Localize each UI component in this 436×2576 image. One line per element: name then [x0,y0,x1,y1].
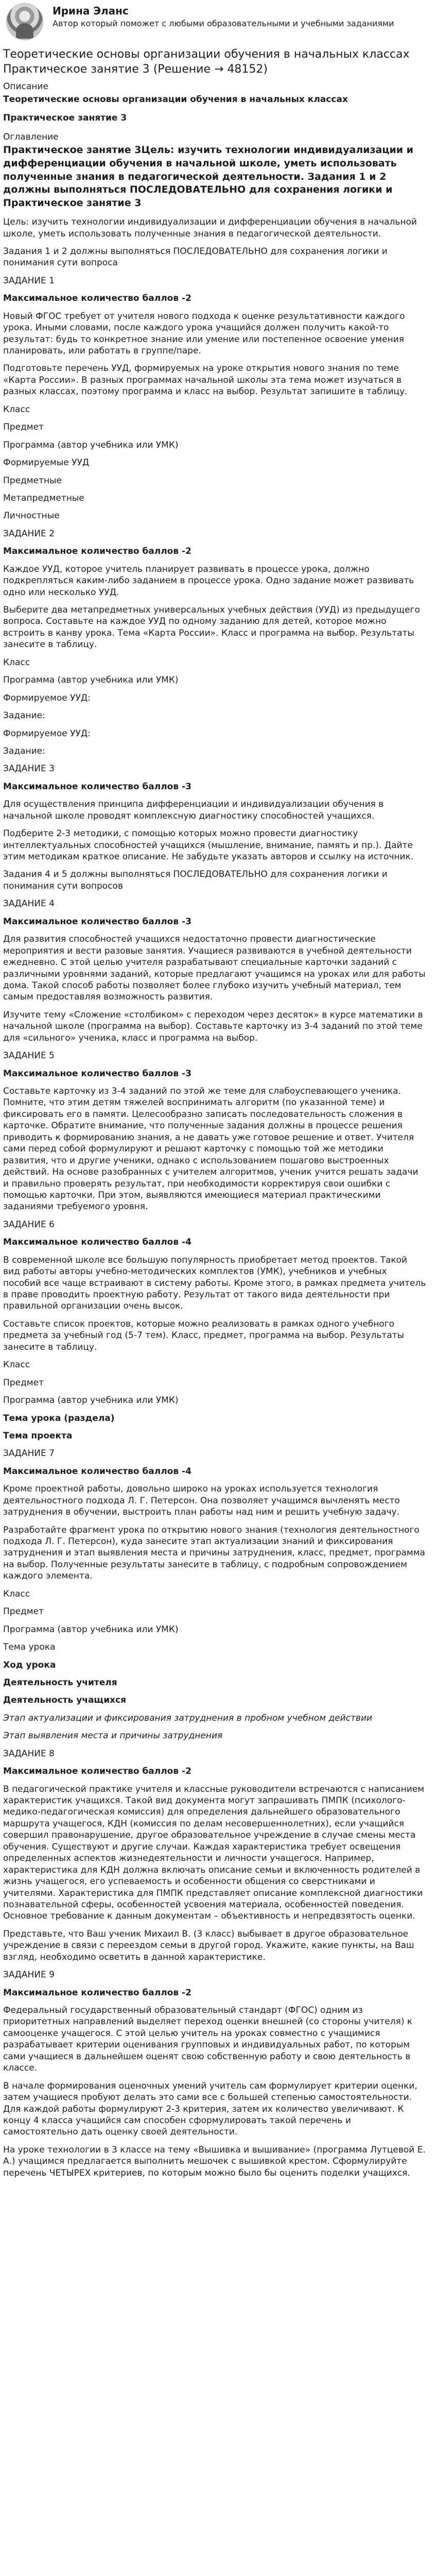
author-name[interactable]: Ирина Эланс [53,5,129,17]
bold-heading: Максимальное количество баллов -4 [3,1237,191,1248]
author-info [53,3,394,29]
text-line: Формируемое УУД: [3,692,91,703]
text-line: Программа (автор учебника или УМК) [3,675,179,686]
paragraph: Разработайте фрагмент урока по открытию нового знания (технология деятельностного подхода Л. Г. Петерсон), куда занесите этап актуализации знаний и фиксирования затруднения и этап выявления места и причины затруднения, класс, предмет, программа на выбор. Полученные результаты занесите в таблицу, с подробным сопровождением каждого элемента. [3,1524,425,1582]
paragraph: Подготовьте перечень УУД, формируемых на уроке открытия нового знания по теме «Карта России». В разных программах начальной школы эта тема может изучаться в разных классах, поэтому программа и класс на выбор. Результат запишите в таблицу. [3,363,408,397]
bold-heading: Тема урока (раздела) [3,1413,115,1423]
text-line: ЗАДАНИЕ 4 [3,899,55,909]
description-label: Описание [3,81,48,92]
paragraph: Каждое УУД, которое учитель планирует развивать в процессе урока, должно подкрепляться каким-либо заданием в процессе урока. Одно задание может развивать одно или несколько УУД. [3,564,414,598]
avatar[interactable] [6,3,43,40]
italic-line: Этап актуализации и фиксирования затруднения в пробном учебном действии [3,1713,373,1723]
text-line: Формируемые УУД [3,457,90,468]
text-line: Программа (автор учебника или УМК) [3,439,179,450]
lesson-label: Практическое занятие 3 [3,113,127,124]
bold-heading: Тема проекта [3,1430,73,1441]
text-line: ЗАДАНИЕ 2 [3,528,55,539]
text-line: Класс [3,1360,30,1370]
paragraph: Цель: изучить технологии индивидуализации и дифференциации обучения в начальной школе, уметь использовать полученные знания в педагогической деятельности. [3,217,417,239]
paragraph: Изучите тему «Сложение «столбиком» с переходом через десяток» в курсе математики в начальной школе (программа на выбор). Составьте карточку из 3-4 заданий по этой теме для «сильного» ученика, класс и программа на выбор. [3,1009,423,1043]
bold-heading: Ход урока [3,1659,56,1670]
paragraph: Кроме проектной работы, довольно широко на уроках используется технология деятельностного подхода Л. Г. Петерсон. Она позволяет учащимся вычленять место затруднения в обучении, выстроить план работы над ним и решить учебную задачу. [3,1484,400,1518]
italic-line: Этап выявления места и причины затруднения [3,1731,223,1741]
text-line: ЗАДАНИЕ 7 [3,1448,55,1459]
document-body [3,216,427,2179]
author-card[interactable] [3,0,427,43]
paragraph: Выберите два метапредметных универсальных учебных действия (УУД) из предыдущего вопроса. Составьте на каждое УУД по одному заданию для детей, которое можно встроить в канву урока. Тема «Карта России». Класс и программа на выбор. Результаты занесите в таблицу. [3,605,420,650]
text-line: Программа (автор учебника или УМК) [3,1624,179,1635]
paragraph: Задания 4 и 5 должны выполняться ПОСЛЕДОВАТЕЛЬНО для сохранения логики и понимания сути вопросов [3,869,388,891]
text-line: Предмет [3,1377,44,1388]
bold-heading: Максимальное количество баллов -3 [3,916,191,927]
paragraph: Федеральный государственный образовательный стандарт (ФГОС) одним из приоритетных направлений выделяет переход оценки внешней (со стороны учителя) к самооценке учащегося. С этой целью учитель на уроках совместно с учащимися разрабатывает критерии оценивания групповых и индивидуальных работ, по которым сами учащиеся в дальнейшем оценят свою собственную работу и свою деятельность в классе. [3,2005,413,2074]
paragraph: В современной школе все большую популярность приобретает метод проектов. Такой вид работы авторы учебно-методических комплектов (УМК), учебников и учебных пособий все чаще встраивают в систему работы. Кроме этого, в рамках предмета учитель в праве проводить проектную работу. Результат от такого вида деятельности при правильной организации очень высок. [3,1255,426,1312]
paragraph: Составьте карточку из 3-4 заданий по этой же теме для слабоуспевающего ученика. Помните, что этим детям тяжелей воспринимать алгоритм (по указанной теме) и фиксировать его в памяти. Целесообразно записать последовательность сложения в карточке. Обратите внимание, что полученные задания должны в процессе решения приводить к формированию знания, а не давать уже готовое решение и ответ. Учителя сами перед собой формулируют и решают карточку с помощью той же методики развития, что и другие ученики, однако с использованием пошагово выстроенных действий. На основе разобранных с учителем алгоритмов, ученик учится решать задачи и правильно проверять результат, при необходимости корректируя свои ошибки с помощью карточки. При этом, выявляются имеющиеся материал практическими заданиями требуемого уровня. [3,1086,418,1212]
text-line: ЗАДАНИЕ 8 [3,1748,55,1759]
bold-heading: Максимальное количество баллов -4 [3,1466,191,1477]
paragraph: Подберите 2-3 методики, с помощью которых можно провести диагностику интеллектуальных способностей учащихся (мышление, внимание, память и пр.). Дайте этим методикам краткое описание. Не забудьте указать авторов и ссылку на источник. [3,828,414,862]
paragraph: В педагогической практике учителя и классные руководители встречаются с написанием характеристик учащихся. Такой вид документа могут запрашивать ПМПК (психолого-медико-педагогическая комиссия) для определения дальнейшего образовательного маршрута учащегося, КДН (комиссия по делам несовершеннолетних), если учащийся совершил правонарушение, другое образовательное учреждение в случае смены места обучения. Существуют и другие случаи. Каждая характеристика требует освещения определенных аспектов жизнедеятельности и личности учащегося. Например, характеристика для КДН должна включать описание семьи и включенность родителей в жизнь учащегося, его успеваемость и особенности общения со сверстниками и учителями. Характеристика для ПМПК представляет описание комплексной диагностики познавательной сферы, особенностей усвоения материала, особенностей поведения. Основное требование к данным документам – объективность и непредвзятость оценки. [3,1784,425,1922]
paragraph: Новый ФГОС требует от учителя нового подхода к оценке результативности каждого урока. Иными словами, после каждого урока учащийся должен получить какой-то результат: будь то конкретное знание или умение или постепенное освоение умения планировать, или работать в группе/паре. [3,311,405,357]
text-line: Класс [3,657,30,668]
text-line: Предметные [3,475,62,486]
bold-heading: Деятельность учителя [3,1677,117,1688]
text-line: Класс [3,404,30,415]
bold-heading: Максимальное количество баллов -2 [3,1987,191,1998]
text-line: ЗАДАНИЕ 9 [3,1970,55,1980]
description-title: Теоретические основы организации обучения в начальных классах [3,94,348,105]
toc-text: Практическое занятие 3Цель: изучить технологии индивидуализации и дифференциации обучения в начальной школе, уметь использовать полученные знания в педагогической деятельности. Задания 1 и 2 должны выполняться ПОСЛЕДОВАТЕЛЬНО для сохранения логики и Практическое занятие 3 [3,144,413,209]
bold-heading: Максимальное количество баллов -2 [3,293,191,304]
text-line: Программа (автор учебника или УМК) [3,1395,179,1406]
bold-heading: Максимальное количество баллов -2 [3,546,191,557]
bold-heading: Максимальное количество баллов -3 [3,781,191,792]
text-line: ЗАДАНИЕ 5 [3,1050,55,1061]
author-description: Автор который поможет с любыми образовательными и учебными заданиями [53,19,394,29]
text-line: Формируемое УУД: [3,728,91,739]
paragraph: Представьте, что Ваш ученик Михаил В. (3 класс) выбывает в другое образовательное учреждение в связи с переездом семьи в другой город. Укажите, какие пункты, на Ваш взгляд, необходимо осветить в данной характеристике. [3,1928,414,1962]
text-line: ЗАДАНИЕ 6 [3,1219,55,1230]
text-line: Предмет [3,1606,44,1617]
paragraph: В начале формирования оценочных умений учитель сам формулирует критерии оценки, затем учащиеся пробуют делать это сами все с большей степенью самостоятельности. Для каждой работы формулируют 2-3 критерия, затем их количество увеличивают. К концу 4 класса учащийся сам способен сформулировать такой перечень и самостоятельно дать оценку своей деятельности. [3,2080,417,2138]
text-line: ЗАДАНИЕ 1 [3,275,55,286]
text-line: ЗАДАНИЕ 3 [3,764,55,774]
text-line: Метапредметные [3,493,84,503]
paragraph: На уроке технологии в 3 классе на тему «Вышивка и вышивание» (программа Лутцевой Е. А.) учащимся предлагается выполнить мешочек с вышивкой крестом. Сформулируйте перечень ЧЕТЫРЕХ критериев, по которым можно было бы оценить поделки учащихся. [3,2144,426,2178]
bold-heading: Максимальное количество баллов -2 [3,1766,191,1777]
paragraph: Задания 1 и 2 должны выполняться ПОСЛЕДОВАТЕЛЬНО для сохранения логики и понимания сути вопроса [3,246,388,268]
paragraph: Составьте список проектов, которые можно реализовать в рамках одного учебного предмета за учебный год (5-7 тем). Класс, предмет, программа на выбор. Результаты занесите в таблицу. [3,1318,405,1352]
text-line: Класс [3,1588,30,1599]
bold-heading: Максимальное количество баллов -3 [3,1068,191,1079]
text-line: Тема урока [3,1642,56,1653]
paragraph: Для развития способностей учащихся недостаточно провести диагностические мероприятия и вести разовые занятия. Учащиеся развиваются в учебной деятельности ежедневно. С этой целью учителя разрабатывают специальные карточки заданий с различными уровнями заданий, которые предлагают учащимся на уроках или для работы дома. Такой способ работы позволяет более глубоко изучить учебный материал, тем самым предоставляя возможность развития. [3,934,426,1003]
text-line: Личностные [3,511,60,521]
text-line: Предмет [3,422,44,433]
paragraph: Для осуществления принципа дифференциации и индивидуализации обучения в начальной школе проводят комплексную диагностику способностей учащихся. [3,799,384,821]
page-title: Теоретические основы организации обучения в начальных классах Практическое занятие 3 (Решение → 48152) [3,48,410,76]
text-line: Задание: [3,710,45,721]
text-line: Задание: [3,745,45,756]
toc-label: Оглавление [3,131,59,142]
bold-heading: Деятельность учащихся [3,1695,127,1706]
